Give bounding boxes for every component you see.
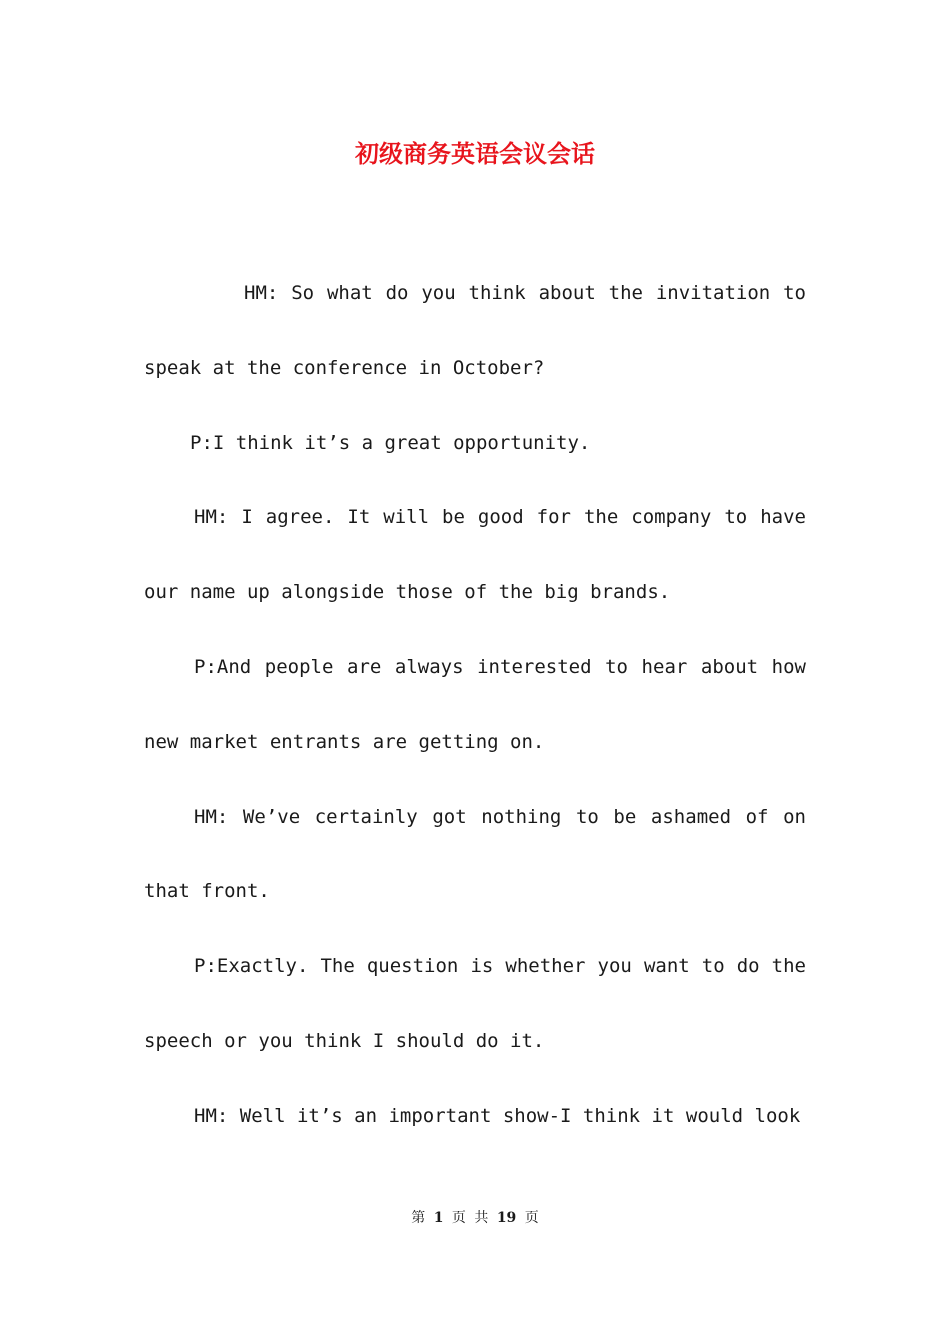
footer-suffix: 页 — [524, 1210, 539, 1226]
paragraph: HM: We’ve certainly got nothing to be ashamed of on that front. — [144, 805, 806, 903]
paragraph: P:Exactly. The question is whether you want to do the speech or you think I should do it. — [144, 955, 806, 1052]
document-body — [144, 256, 806, 1154]
footer-prefix: 第 — [411, 1210, 426, 1226]
document-title: 初级商务英语会议会话 — [355, 139, 595, 168]
total-pages-number: 19 — [496, 1210, 517, 1226]
page-footer — [0, 1208, 950, 1228]
paragraph: HM: Well it’s an important show-I think it would look — [194, 1104, 801, 1127]
footer-mid: 页 共 — [451, 1210, 489, 1226]
paragraph: P:And people are always interested to hear about how new market entrants are getting on. — [144, 655, 806, 753]
paragraph: P:I think it’s a great opportunity. — [190, 431, 591, 454]
paragraph: HM: I agree. It will be good for the company to have our name up alongside those of the big brands. — [144, 506, 806, 604]
current-page-number: 1 — [433, 1210, 444, 1226]
paragraph: HM: So what do you think about the invitation to speak at the conference in October? — [144, 282, 806, 379]
